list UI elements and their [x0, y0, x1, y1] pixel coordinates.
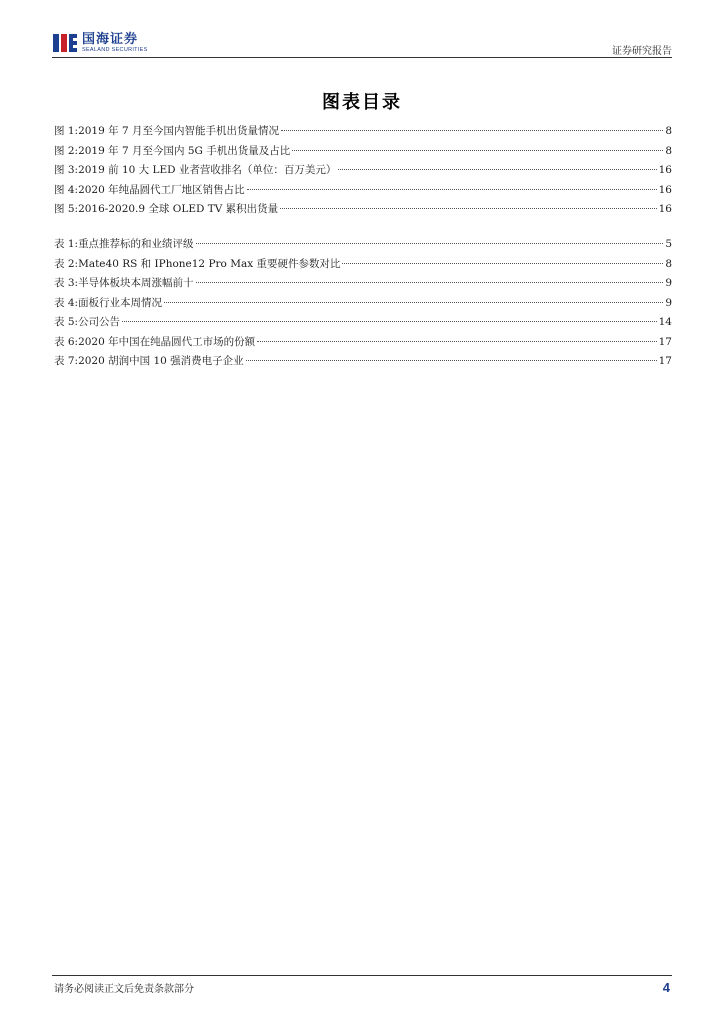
page-number: 4 [662, 980, 670, 995]
entry-title: 2016-2020.9 全球 OLED TV 累积出货量 [78, 203, 279, 215]
entry-page: 8 [665, 125, 672, 137]
report-type-label: 证券研究报告 [612, 46, 672, 57]
header-divider [52, 57, 672, 58]
entry-page: 17 [658, 335, 672, 348]
dot-leader [196, 243, 664, 244]
entry-title: 半导体板块本周涨幅前十 [78, 277, 194, 289]
dot-leader [338, 169, 656, 170]
entry-title: 2020 年纯晶圆代工厂地区销售占比 [78, 183, 245, 196]
logo-english-name: SEALAND SECURITIES [82, 46, 148, 53]
entry-page: 16 [658, 164, 672, 176]
logo-chinese-name: 国海证券 [82, 31, 139, 47]
dot-leader [247, 189, 657, 190]
figure-list [54, 122, 672, 220]
entry-label: 表 6: [54, 335, 79, 348]
entry-label: 表 2: [54, 257, 79, 270]
entry-label: 表 7: [54, 355, 79, 367]
dot-leader [342, 263, 663, 264]
table-list [54, 235, 672, 372]
entry-page: 17 [658, 355, 672, 367]
toc-entry-table-7[interactable] [54, 352, 672, 372]
dot-leader [196, 282, 664, 283]
entry-title: 2019 年 7 月至今国内智能手机出货量情况 [78, 125, 279, 137]
entry-label: 图 4: [54, 183, 79, 196]
sealand-logo-icon [52, 32, 78, 54]
disclaimer-note: 请务必阅读正文后免责条款部分 [54, 984, 194, 995]
entry-page: 16 [658, 203, 672, 215]
entry-label: 表 3: [54, 277, 79, 289]
entry-title: 重点推荐标的和业绩评级 [78, 238, 194, 250]
entry-title: 2020 胡润中国 10 强消费电子企业 [78, 355, 244, 367]
toc-entry-figure-4[interactable] [54, 181, 672, 201]
entry-title: 面板行业本周情况 [78, 296, 163, 309]
dot-leader [281, 130, 663, 131]
footer-divider [52, 975, 672, 976]
company-logo [52, 32, 148, 54]
dot-leader [164, 302, 663, 303]
toc-entry-table-6[interactable] [54, 333, 672, 353]
entry-page: 9 [665, 277, 672, 289]
entry-page: 14 [658, 316, 672, 328]
entry-page: 8 [665, 144, 672, 157]
toc-entry-table-3[interactable] [54, 274, 672, 294]
toc-entry-table-1[interactable] [54, 235, 672, 255]
toc-entry-figure-1[interactable] [54, 122, 672, 142]
dot-leader [257, 341, 657, 342]
dot-leader [280, 208, 656, 209]
entry-title: Mate40 RS 和 IPhone12 Pro Max 重要硬件参数对比 [78, 257, 341, 270]
dot-leader [246, 360, 657, 361]
entry-label: 图 3: [54, 164, 79, 176]
entry-page: 8 [665, 257, 672, 270]
entry-label: 表 1: [54, 238, 79, 250]
entry-title: 2020 年中国在纯晶圆代工市场的份额 [78, 335, 256, 348]
page-header [52, 30, 672, 58]
entry-page: 5 [665, 238, 672, 250]
toc-entry-figure-5[interactable] [54, 200, 672, 220]
entry-title: 公司公告 [78, 316, 121, 328]
toc-entry-table-4[interactable] [54, 294, 672, 314]
dot-leader [122, 321, 657, 322]
toc-entry-table-5[interactable] [54, 313, 672, 333]
entry-label: 图 5: [54, 203, 79, 215]
entry-title: 2019 前 10 大 LED 业者营收排名（单位：百万美元） [78, 164, 337, 176]
entry-label: 图 1: [54, 125, 79, 137]
toc-title: 图表目录 [322, 92, 402, 113]
entry-page: 16 [658, 183, 672, 196]
dot-leader [292, 150, 663, 151]
toc-entry-figure-2[interactable] [54, 142, 672, 162]
entry-label: 图 2: [54, 144, 79, 157]
entry-page: 9 [665, 296, 672, 309]
entry-label: 表 5: [54, 316, 79, 328]
entry-label: 表 4: [54, 296, 79, 309]
entry-title: 2019 年 7 月至今国内 5G 手机出货量及占比 [78, 144, 291, 157]
toc-entry-figure-3[interactable] [54, 161, 672, 181]
toc-entry-table-2[interactable] [54, 255, 672, 275]
